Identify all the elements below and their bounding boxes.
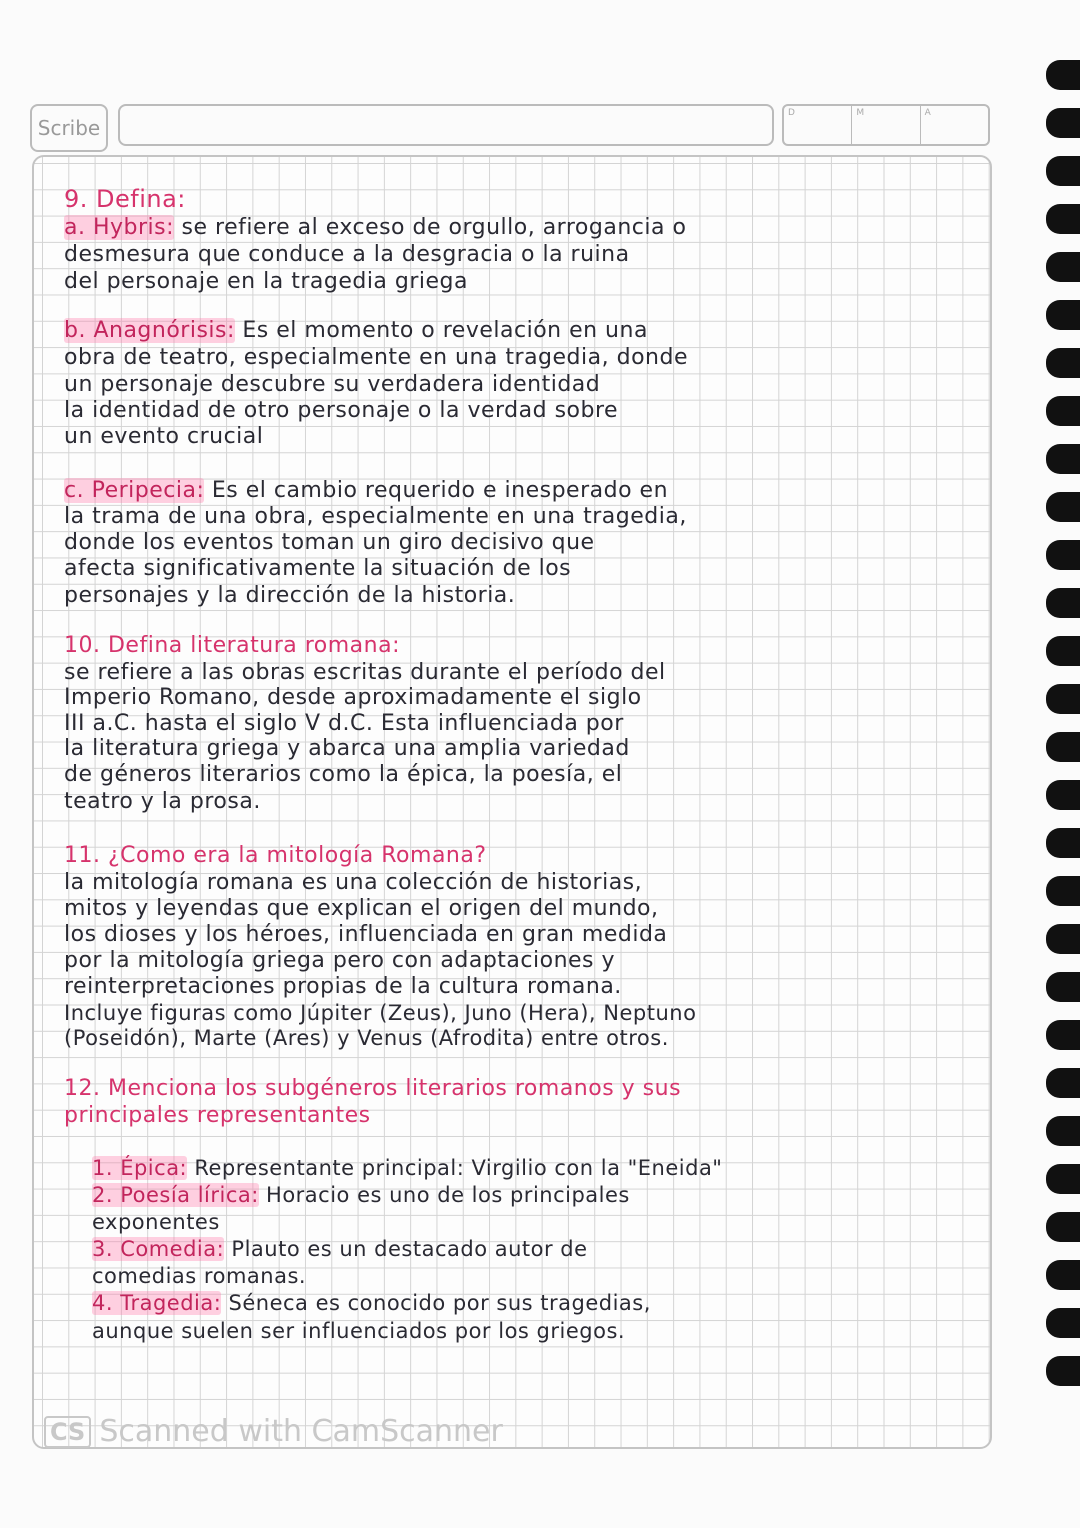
spiral-ring bbox=[1046, 396, 1080, 426]
q9b-line: la identidad de otro personaje o la verdad sobre bbox=[64, 398, 619, 423]
spiral-ring bbox=[1046, 588, 1080, 618]
q9b-line: un evento crucial bbox=[64, 424, 264, 449]
spiral-ring bbox=[1046, 876, 1080, 906]
q12-item-label: 3. Comedia: bbox=[92, 1237, 225, 1261]
camscanner-badge: CS bbox=[44, 1416, 91, 1448]
day-box: D bbox=[784, 106, 852, 144]
camscanner-watermark bbox=[44, 1414, 503, 1449]
spiral-ring bbox=[1046, 60, 1080, 90]
q9b-line: Es el momento o revelación en una bbox=[242, 318, 648, 343]
q9c-line: personajes y la dirección de la historia. bbox=[64, 583, 516, 608]
q11-line: los dioses y los héroes, influenciada en gran medida bbox=[64, 922, 668, 947]
spiral-ring bbox=[1046, 828, 1080, 858]
q9b-label: b. Anagnórisis: bbox=[64, 318, 235, 343]
q12-title: principales representantes bbox=[64, 1103, 371, 1128]
q12-item-text: Séneca es conocido por sus tragedias, bbox=[228, 1291, 651, 1315]
spiral-ring bbox=[1046, 1308, 1080, 1338]
q12-item-text: Horacio es uno de los principales bbox=[266, 1183, 630, 1207]
q11-title: 11. ¿Como era la mitología Romana? bbox=[64, 843, 487, 868]
q12-item-text: Plauto es un destacado autor de bbox=[231, 1237, 588, 1261]
q9c-line: donde los eventos toman un giro decisivo que bbox=[64, 530, 595, 555]
q10-line: Imperio Romano, desde aproximadamente el siglo bbox=[64, 685, 642, 710]
month-box: M bbox=[852, 106, 920, 144]
spiral-ring bbox=[1046, 1116, 1080, 1146]
q10-line: teatro y la prosa. bbox=[64, 789, 261, 814]
spiral-ring bbox=[1046, 924, 1080, 954]
q12-item-text: Representante principal: Virgilio con la "Eneida" bbox=[194, 1156, 723, 1180]
q9b-line: un personaje descubre su verdadera identidad bbox=[64, 372, 601, 397]
q9b-line: obra de teatro, especialmente en una tragedia, donde bbox=[64, 345, 688, 370]
q9c-label: c. Peripecia: bbox=[64, 478, 205, 503]
title-field bbox=[118, 104, 774, 146]
spiral-ring bbox=[1046, 204, 1080, 234]
q12-item-label: 4. Tragedia: bbox=[92, 1291, 222, 1315]
q10-line: la literatura griega y abarca una amplia variedad bbox=[64, 736, 630, 761]
q9-title: 9. Defina: bbox=[64, 185, 186, 213]
q9c-line: afecta significativamente la situación de los bbox=[64, 556, 572, 581]
spiral-ring bbox=[1046, 540, 1080, 570]
q12-item-text: aunque suelen ser influenciados por los griegos. bbox=[92, 1319, 626, 1343]
q12-item-text: exponentes bbox=[92, 1210, 220, 1234]
year-box: A bbox=[924, 108, 931, 118]
q9c-line: la trama de una obra, especialmente en una tragedia, bbox=[64, 504, 687, 529]
watermark-text: Scanned with CamScanner bbox=[99, 1414, 503, 1449]
q11-line: mitos y leyendas que explican el origen del mundo, bbox=[64, 896, 659, 921]
q11-line: Incluye figuras como Júpiter (Zeus), Juno (Hera), Neptuno bbox=[64, 1001, 697, 1025]
q11-line: por la mitología griega pero con adaptaciones y bbox=[64, 948, 616, 973]
spiral-ring bbox=[1046, 252, 1080, 282]
spiral-ring bbox=[1046, 684, 1080, 714]
q9a-line: se refiere al exceso de orgullo, arrogancia o bbox=[181, 215, 687, 240]
spiral-ring bbox=[1046, 972, 1080, 1002]
spiral-ring bbox=[1046, 780, 1080, 810]
q12-item-label: 2. Poesía lírica: bbox=[92, 1183, 259, 1207]
spiral-ring bbox=[1046, 1356, 1080, 1386]
q9a-line: desmesura que conduce a la desgracia o la ruina bbox=[64, 242, 630, 267]
q10-title: 10. Defina literatura romana: bbox=[64, 633, 401, 658]
q10-line: de géneros literarios como la épica, la poesía, el bbox=[64, 762, 623, 787]
spiral-ring bbox=[1046, 1068, 1080, 1098]
q10-line: se refiere a las obras escritas durante el período del bbox=[64, 660, 666, 685]
spiral-ring bbox=[1046, 732, 1080, 762]
spiral-ring bbox=[1046, 444, 1080, 474]
date-boxes bbox=[782, 104, 990, 146]
spiral-ring bbox=[1046, 492, 1080, 522]
spiral-ring bbox=[1046, 636, 1080, 666]
scribe-logo: Scribe bbox=[30, 104, 108, 152]
spiral-ring bbox=[1046, 300, 1080, 330]
spiral-binding bbox=[1040, 60, 1080, 1460]
q9a-label: a. Hybris: bbox=[64, 215, 175, 240]
spiral-ring bbox=[1046, 348, 1080, 378]
spiral-ring bbox=[1046, 156, 1080, 186]
spiral-ring bbox=[1046, 108, 1080, 138]
spiral-ring bbox=[1046, 1212, 1080, 1242]
q11-line: reinterpretaciones propias de la cultura romana. bbox=[64, 974, 622, 999]
q12-title: 12. Menciona los subgéneros literarios romanos y sus bbox=[64, 1076, 682, 1101]
spiral-ring bbox=[1046, 1260, 1080, 1290]
spiral-ring bbox=[1046, 1164, 1080, 1194]
q12-item-text: comedias romanas. bbox=[92, 1264, 307, 1288]
spiral-ring bbox=[1046, 1020, 1080, 1050]
q12-item-label: 1. Épica: bbox=[92, 1156, 188, 1180]
q9a-line: del personaje en la tragedia griega bbox=[64, 269, 469, 294]
q10-line: III a.C. hasta el siglo V d.C. Esta influenciada por bbox=[64, 711, 624, 736]
q11-line: (Poseidón), Marte (Ares) y Venus (Afrodita) entre otros. bbox=[64, 1026, 669, 1050]
q9c-line: Es el cambio requerido e inesperado en bbox=[211, 478, 669, 503]
q11-line: la mitología romana es una colección de historias, bbox=[64, 870, 643, 895]
